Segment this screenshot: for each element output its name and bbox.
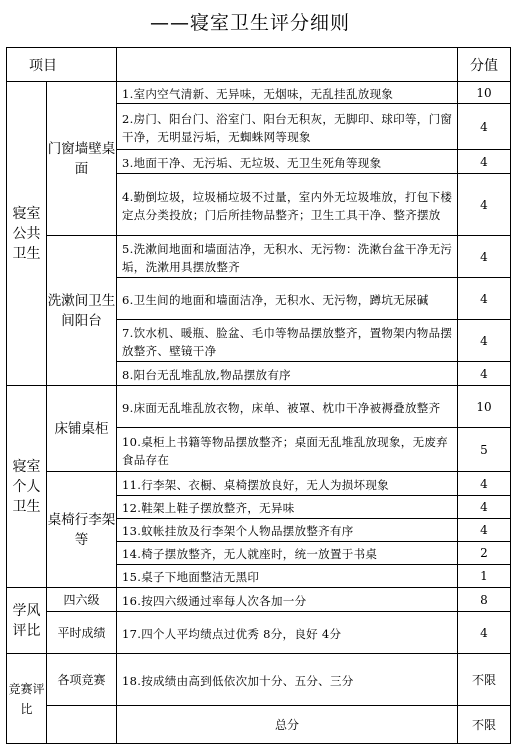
item-score: 4 <box>458 104 511 150</box>
item-text: 12.鞋架上鞋子摆放整齐，无异味 <box>117 496 458 519</box>
header-row <box>7 48 511 82</box>
item-score: 8 <box>458 588 511 612</box>
table-row <box>7 612 511 654</box>
table-row <box>7 82 511 104</box>
item-score: 4 <box>458 278 511 320</box>
group-bed-desk-cell <box>47 386 117 472</box>
item-score: 4 <box>458 236 511 278</box>
table-row <box>7 472 511 496</box>
item-text: 16.按四六级通过率每人次各加一分 <box>117 588 458 612</box>
item-text: 6.卫生间的地面和墙面洁净，无积水、无污物，蹲坑无尿碱 <box>117 278 458 320</box>
item-text: 5.洗漱间地面和墙面洁净，无积水、无污物：洗漱台盆干净无污垢，洗漱用具摆放整齐 <box>117 236 458 278</box>
group-cet-label: 四六级 <box>63 592 100 607</box>
item-text: 14.椅子摆放整齐，无人就座时，统一放置于书桌 <box>117 542 458 565</box>
document-title: ——寝室卫生评分细则 <box>150 12 351 34</box>
document-title-bar <box>0 6 518 36</box>
group-grades-label: 平时成绩 <box>57 625 106 640</box>
group-contest-label: 竞赛评比 <box>8 681 45 716</box>
group-contest-items-cell <box>47 654 117 706</box>
group-contest-cell <box>7 654 47 744</box>
group-door-wall-cell <box>47 82 117 236</box>
item-score: 4 <box>458 612 511 654</box>
total-row <box>7 706 511 744</box>
item-text: 15.桌子下地面整洁无黑印 <box>117 565 458 588</box>
item-text: 8.阳台无乱堆乱放,物品摆放有序 <box>117 362 458 386</box>
item-text: 11.行李架、衣橱、桌椅摆放良好，无人为损坏现象 <box>117 472 458 496</box>
header-blank <box>117 48 458 82</box>
group-door-wall-label: 门窗墙壁桌面 <box>47 140 116 177</box>
item-text: 13.蚊帐挂放及行李架个人物品摆放整齐有序 <box>117 519 458 542</box>
item-score: 2 <box>458 542 511 565</box>
item-text: 3.地面干净、无污垢、无垃圾、无卫生死角等现象 <box>117 150 458 174</box>
group-washroom-label: 洗漱间卫生间阳台 <box>47 292 116 329</box>
item-score: 不限 <box>458 654 511 706</box>
group-study-cell <box>7 588 47 654</box>
group-desk-luggage-label: 桌椅行李架等 <box>47 511 116 548</box>
group-study-label: 学风评比 <box>12 602 41 639</box>
item-text: 4.勤倒垃圾，垃圾桶垃圾不过量，室内外无垃圾堆放，打包下楼定点分类投放；门后所挂物品整齐；卫生工具干净、整齐摆放 <box>117 174 458 236</box>
group-personal-cell <box>7 386 47 588</box>
item-text: 2.房门、阳台门、浴室门、阳台无积灰，无脚印、球印等，门窗干净，无明显污垢，无蜘蛛网等现象 <box>117 104 458 150</box>
item-score: 4 <box>458 472 511 496</box>
item-score: 10 <box>458 82 511 104</box>
total-score: 不限 <box>458 706 511 744</box>
group-personal-label: 寝室个人卫生 <box>12 458 41 515</box>
item-score: 5 <box>458 428 511 472</box>
item-text: 1.室内空气清新、无异味，无烟味，无乱挂乱放现象 <box>117 82 458 104</box>
item-text: 9.床面无乱堆乱放衣物，床单、被罩、枕巾干净被褥叠放整齐 <box>117 386 458 428</box>
item-text: 10.桌柜上书籍等物品摆放整齐；桌面无乱堆乱放现象，无废弃食品存在 <box>117 428 458 472</box>
table-row <box>7 588 511 612</box>
group-contest-items-label: 各项竞赛 <box>57 672 106 687</box>
group-grades-cell <box>47 612 117 654</box>
item-score: 1 <box>458 565 511 588</box>
table-row <box>7 236 511 278</box>
group-bed-desk-label: 床铺桌柜 <box>54 420 109 437</box>
group-washroom-cell <box>47 236 117 386</box>
table-row <box>7 386 511 428</box>
header-project: 项目 <box>7 48 117 82</box>
item-score: 4 <box>458 362 511 386</box>
item-text: 17.四个人平均绩点过优秀 8分，良好 4分 <box>117 612 458 654</box>
item-score: 4 <box>458 320 511 362</box>
item-score: 4 <box>458 150 511 174</box>
header-score: 分值 <box>458 48 511 82</box>
item-score: 10 <box>458 386 511 428</box>
total-blank <box>47 706 117 744</box>
group-public-cell <box>7 82 47 386</box>
scoring-table <box>6 47 511 744</box>
group-desk-luggage-cell <box>47 472 117 588</box>
item-text: 7.饮水机、暖瓶、脸盆、毛巾等物品摆放整齐，置物架内物品摆放整齐、壁镜干净 <box>117 320 458 362</box>
table-row <box>7 654 511 706</box>
item-score: 4 <box>458 174 511 236</box>
item-text: 18.按成绩由高到低依次加十分、五分、三分 <box>117 654 458 706</box>
item-score: 4 <box>458 519 511 542</box>
group-cet-cell <box>47 588 117 612</box>
total-label: 总分 <box>117 706 458 744</box>
item-score: 4 <box>458 496 511 519</box>
group-public-label: 寝室公共卫生 <box>12 205 41 262</box>
